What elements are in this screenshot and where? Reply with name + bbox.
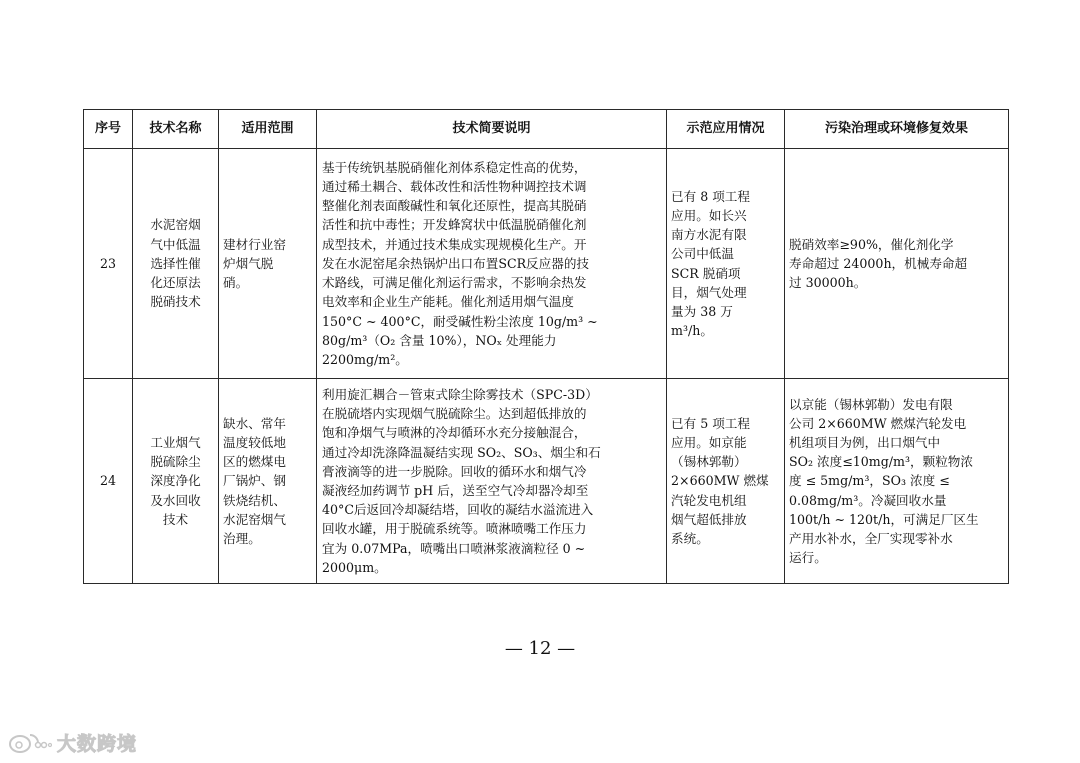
treatment-effect: 以京能（锡林郭勒）发电有限 公司 2×660MW 燃煤汽轮发电 机组项目为例，出口烟气中 SO₂ 浓度≤10mg/m³，颗粒物浓 度 ≤ 5mg/m³，SO₃ 浓度 ≤ 0.08mg/m³。冷凝回收水量 100t/h ~ 120t/h，可满足厂区生 产用水补水，全厂实现零补水 运行。 [785,379,1009,584]
technology-table [83,109,1009,584]
demo-application: 已有 5 项工程 应用。如京能 （锡林郭勒） 2×660MW 燃煤 汽轮发电机组 烟气超低排放 系统。 [667,379,785,584]
row-number: 23 [84,149,133,379]
application-scope: 缺水、常年 温度较低地 区的燃煤电 厂锅炉、钢 铁烧结机、 水泥窑烟气 治理。 [219,379,317,584]
header-effect: 污染治理或环境修复效果 [785,110,1009,149]
table-header-row [84,110,1009,149]
watermark [8,727,137,757]
treatment-effect: 脱硝效率≥90%，催化剂化学 寿命超过 24000h，机械寿命超 过 30000h。 [785,149,1009,379]
weibo-logo-icon [8,729,52,755]
row-number: 24 [84,379,133,584]
header-description: 技术简要说明 [317,110,667,149]
table-row [84,379,1009,584]
watermark-text: 大数跨境 [57,732,138,755]
technology-description: 利用旋汇耦合－管束式除尘除雾技术（SPC-3D） 在脱硫塔内实现烟气脱硫除尘。达到超低排放的 饱和净烟气与喷淋的冷却循环水充分接触混合， 通过冷却洗涤降温凝结实现 SO₂、SO₃、烟尘和石 膏液滴等的进一步脱除。回收的循环水和烟气冷 凝液经加药调节 pH 后，送至空气冷却器冷却至 40°C后返回冷却凝结塔，回收的凝结水溢流进入 回收水罐，用于脱硫系统等。喷淋喷嘴工作压力 宜为 0.07MPa，喷嘴出口喷淋浆液滴粒径 0 ~ 2000μm。 [317,379,667,584]
technology-name: 工业烟气 脱硫除尘 深度净化 及水回收 技术 [133,379,219,584]
header-demo-application: 示范应用情况 [667,110,785,149]
application-scope: 建材行业窑 炉烟气脱 硝。 [219,149,317,379]
header-technology-name: 技术名称 [133,110,219,149]
page-number: — 12 — [504,638,576,659]
table-row [84,149,1009,379]
technology-description: 基于传统钒基脱硝催化剂体系稳定性高的优势， 通过稀土耦合、载体改性和活性物种调控技术调 整催化剂表面酸碱性和氧化还原性，提高其脱硝 活性和抗中毒性；开发蜂窝状中低温脱硝催化剂 成型技术，并通过技术集成实现规模化生产。开 发在水泥窑尾余热锅炉出口布置SCR反应器的技 术路线，可满足催化剂运行需求，不影响余热发 电效率和企业生产能耗。催化剂适用烟气温度 150°C ~ 400°C，耐受碱性粉尘浓度 10g/m³ ~ 80g/m³（O₂ 含量 10%），NOₓ 处理能力 2200mg/m²。 [317,149,667,379]
technology-name: 水泥窑烟 气中低温 选择性催 化还原法 脱硝技术 [133,149,219,379]
header-serial-number: 序号 [84,110,133,149]
header-scope: 适用范围 [219,110,317,149]
demo-application: 已有 8 项工程 应用。如长兴 南方水泥有限 公司中低温 SCR 脱硝项 目，烟气处理 量为 38 万 m³/h。 [667,149,785,379]
